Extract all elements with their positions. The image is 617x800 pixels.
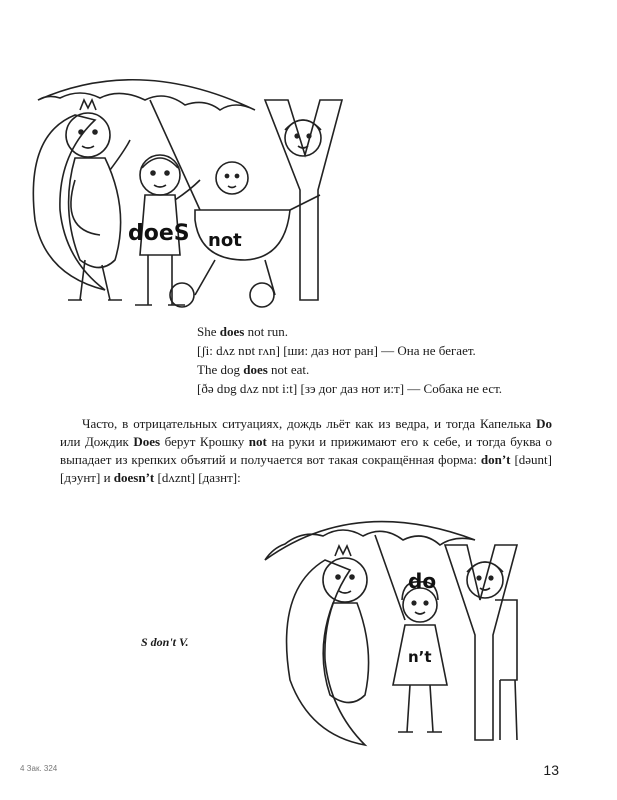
character-small-girl-head bbox=[403, 588, 437, 622]
letter-y-shape bbox=[265, 100, 342, 300]
example-line-2: [ʃi: dʌz nɒt rʌn] [ши: даз нот ран] — Она не бегает. bbox=[197, 343, 476, 358]
label-does: doeS bbox=[128, 221, 190, 246]
example-line-1: She does not run. bbox=[197, 324, 289, 339]
label-not: not bbox=[208, 230, 242, 251]
character-do-head bbox=[66, 113, 110, 157]
explanation-paragraph: Часто, в отрицательных ситуациях, дождь льёт как из ведра, и тогда Капелька Do или Дождик Does берут Крошку not на руки и прижимают его к себе, и тогда буква о выпадает из крепких объятий и получается вот такая сокращённая форма: don’t [dəunt] [дэунт] и doesn’t [dʌznt] [дазнт]: bbox=[60, 416, 552, 485]
illustration-top bbox=[20, 60, 350, 315]
label-nt: n’t bbox=[408, 648, 432, 666]
label-do: do bbox=[408, 569, 437, 593]
umbrella-canopy bbox=[38, 80, 255, 110]
example-line-4: [ðə dɒg dʌz nɒt i:t] [зэ дог даз нот и:т] — Собака не ест. bbox=[197, 381, 503, 396]
character-do-body bbox=[69, 158, 121, 268]
page-number: 13 bbox=[543, 762, 559, 778]
footer-note: 4 Зак. 324 bbox=[20, 764, 58, 773]
example-line-3: The dog does not eat. bbox=[197, 362, 310, 377]
letter-y-shape bbox=[445, 545, 517, 740]
umbrella-canopy bbox=[265, 522, 475, 560]
letter-c-shape bbox=[287, 560, 365, 745]
character-boy-head bbox=[140, 155, 180, 195]
baby-head bbox=[216, 162, 248, 194]
umbrella-handle bbox=[375, 535, 405, 620]
illustration-bottom bbox=[255, 500, 570, 760]
formula-text: S don't V. bbox=[141, 635, 189, 649]
character-do-head bbox=[323, 558, 367, 602]
